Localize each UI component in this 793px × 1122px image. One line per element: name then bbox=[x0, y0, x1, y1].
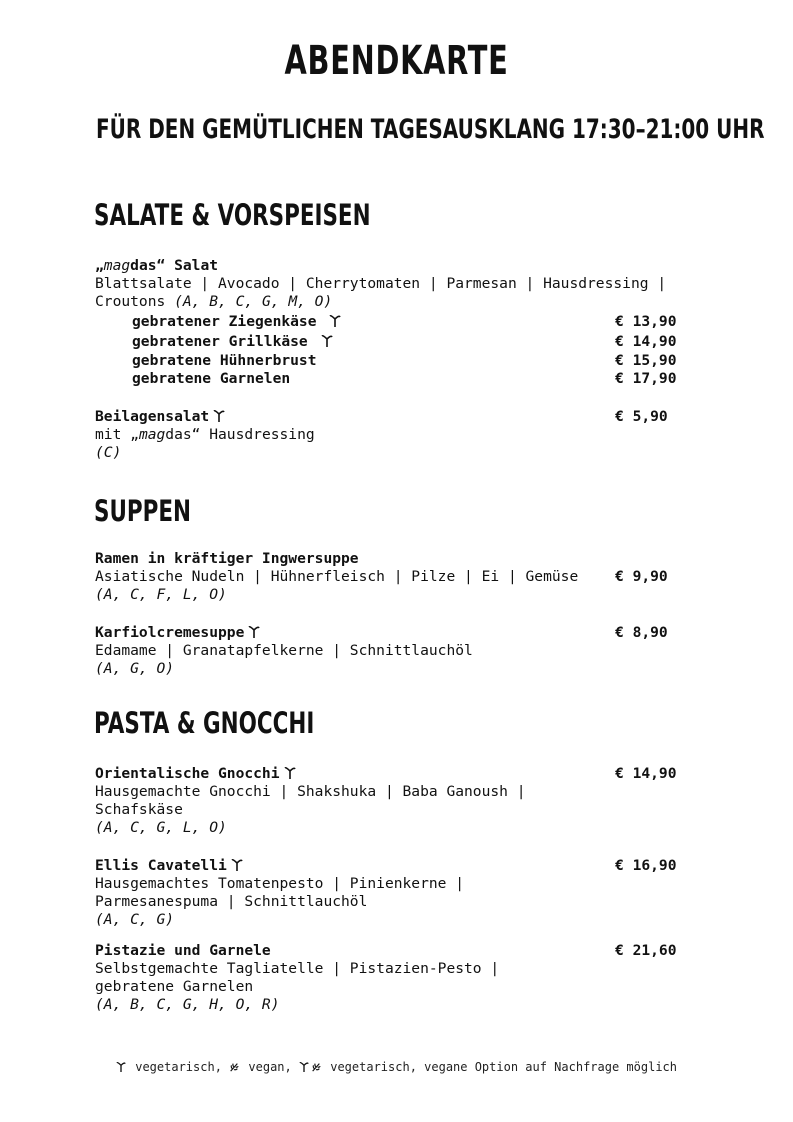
item-price: € 14,90 bbox=[615, 765, 677, 782]
item-allergens: (A, G, O) bbox=[95, 660, 175, 677]
topping-row: gebratener Ziegenkäse € 13,90 bbox=[132, 313, 677, 330]
item-price: € 9,90 bbox=[615, 568, 668, 585]
vegetarian-icon bbox=[299, 1061, 309, 1073]
item-price: € 21,60 bbox=[615, 942, 677, 959]
item-price: € 5,90 bbox=[615, 408, 668, 425]
vegetarian-icon bbox=[116, 1061, 126, 1073]
item-allergens: (A, B, C, G, M, O) bbox=[174, 293, 333, 310]
item-allergens: (A, C, G, L, O) bbox=[95, 819, 227, 836]
item-name: Ramen in kräftiger Ingwersuppe bbox=[95, 550, 359, 567]
item-price: € 16,90 bbox=[615, 857, 677, 874]
item-description: Hausgemachtes Tomatenpesto | Pinienkerne | Parmesanespuma | Schnittlauchöl bbox=[95, 875, 465, 910]
item-name: Beilagensalat bbox=[95, 408, 695, 426]
legend-option: vegetarisch, vegane Option auf Nachfrage möglich bbox=[330, 1060, 677, 1074]
diet-legend bbox=[0, 1060, 793, 1074]
item-price: € 8,90 bbox=[615, 624, 668, 641]
menu-title bbox=[0, 38, 793, 84]
topping-row: gebratene Hühnerbrust € 15,90 bbox=[132, 351, 677, 369]
menu-item-ramen bbox=[95, 550, 695, 604]
item-allergens: (A, B, C, G, H, O, R) bbox=[95, 996, 280, 1013]
item-allergens: (A, C, F, L, O) bbox=[95, 586, 227, 603]
item-name: „magdas“ Salat bbox=[95, 257, 219, 274]
vegetarian-icon bbox=[213, 409, 225, 423]
item-allergens: (C) bbox=[95, 444, 122, 461]
menu-item-orientalische-gnocchi bbox=[95, 765, 695, 837]
vegetarian-icon bbox=[321, 334, 333, 348]
section-heading-pasta: PASTA & GNOCCHI bbox=[94, 706, 315, 740]
menu-item-pistazie-garnele bbox=[95, 942, 695, 1014]
item-description: Edamame | Granatapfelkerne | Schnittlauchöl bbox=[95, 642, 473, 659]
item-name: Orientalische Gnocchi bbox=[95, 765, 695, 783]
menu-item-beilagensalat bbox=[95, 408, 695, 462]
menu-subtitle: FÜR DEN GEMÜTLICHEN TAGESAUSKLANG 17:30–21:00 UHR bbox=[96, 114, 765, 145]
menu-item-ellis-cavatelli bbox=[95, 857, 695, 929]
topping-row: gebratene Garnelen € 17,90 bbox=[132, 370, 677, 387]
item-allergens: (A, C, G) bbox=[95, 911, 175, 928]
menu-title-text: ABENDKARTE bbox=[284, 38, 509, 84]
vegetarian-icon bbox=[329, 314, 341, 328]
item-description: Asiatische Nudeln | Hühnerfleisch | Pilze | Ei | Gemüse bbox=[95, 568, 579, 585]
vegetarian-icon bbox=[284, 766, 296, 780]
menu-item-karfiolcremesuppe bbox=[95, 624, 695, 678]
topping-row: gebratener Grillkäse € 14,90 bbox=[132, 333, 677, 350]
item-name: Pistazie und Garnele bbox=[95, 942, 271, 959]
legend-vegan: vegan, bbox=[248, 1060, 292, 1074]
vegan-icon bbox=[311, 1061, 321, 1073]
vegan-icon bbox=[229, 1061, 239, 1073]
item-description: mit „magdas“ Hausdressing bbox=[95, 426, 315, 443]
vegetarian-icon bbox=[231, 858, 243, 872]
legend-vegetarian: vegetarisch, bbox=[135, 1060, 222, 1074]
item-description: Hausgemachte Gnocchi | Shakshuka | Baba Ganoush | Schafskäse bbox=[95, 783, 526, 818]
section-heading-salate: SALATE & VORSPEISEN bbox=[94, 198, 371, 232]
menu-item-magdas-salat bbox=[95, 257, 695, 311]
item-description: Blattsalate | Avocado | Cherrytomaten | Parmesan | Hausdressing | Croutons (A, B, C, G, M, O) bbox=[95, 275, 667, 310]
item-description: Selbstgemachte Tagliatelle | Pistazien-Pesto | gebratene Garnelen bbox=[95, 960, 500, 995]
section-heading-suppen: SUPPEN bbox=[94, 494, 191, 528]
item-name: Karfiolcremesuppe bbox=[95, 624, 695, 642]
topping-list bbox=[132, 313, 692, 389]
item-name: Ellis Cavatelli bbox=[95, 857, 695, 875]
vegetarian-icon bbox=[248, 625, 260, 639]
